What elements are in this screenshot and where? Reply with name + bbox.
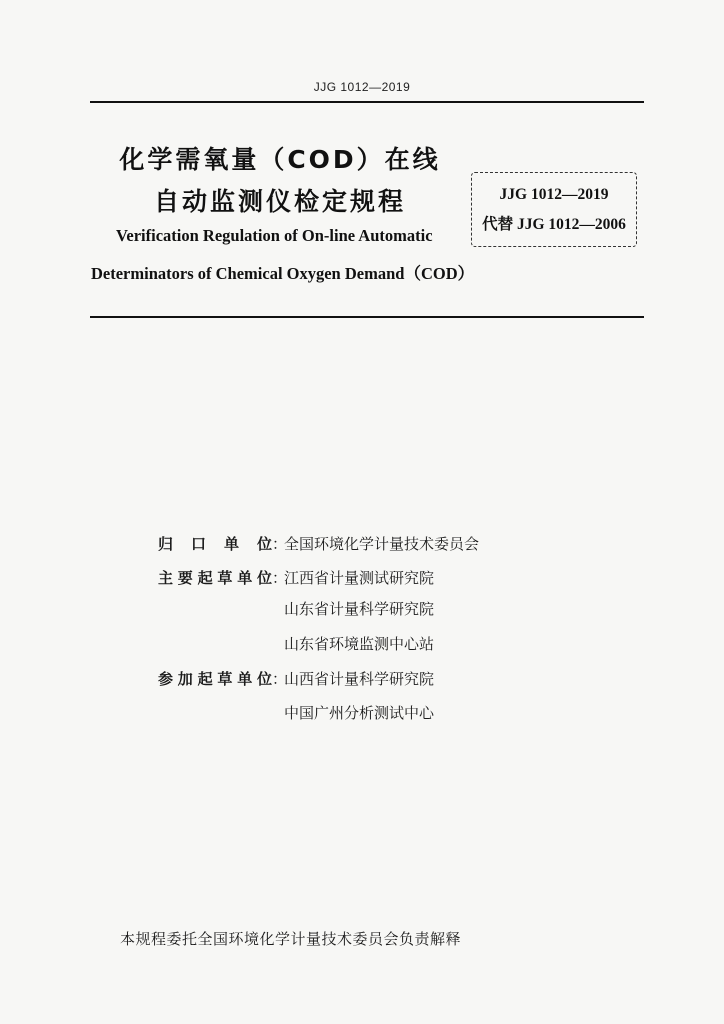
code-box-code: JJG 1012—2019 [499,186,609,203]
title-cn-line2: 自动监测仪检定规程 [153,187,406,216]
main-drafter-item: 山东省环境监测中心站 [284,635,435,653]
main-drafter-row [284,598,434,619]
footer-interpretation-note: 本规程委托全国环境化学计量技术委员会负责解释 [120,930,462,948]
main-drafter-row [158,567,434,588]
main-drafter-item: 江西省计量测试研究院 [284,569,435,587]
responsible-unit-label: 归 口 单 位 [158,535,272,553]
participating-drafter-item: 中国广州分析测试中心 [284,704,435,722]
top-divider [90,101,644,103]
code-box-replaces: 代替 JJG 1012—2006 [482,216,626,233]
bottom-divider [90,316,644,318]
title-cn-line1: 化学需氧量（COD）在线 [119,145,441,174]
participating-drafter-row [284,702,434,723]
standard-code-box [471,172,637,247]
title-en-line2: Determinators of Chemical Oxygen Demand（COD） [91,264,475,283]
colon: ： [272,670,288,688]
participating-drafter-row [158,668,434,689]
colon: ： [272,535,288,553]
responsible-unit-row [158,533,479,554]
title-en-line1: Verification Regulation of On-line Automatic [116,226,433,245]
participating-drafters-label: 参加起草单位 [158,670,272,688]
main-drafters-label: 主要起草单位 [158,569,272,587]
main-drafter-item: 山东省计量科学研究院 [284,600,435,618]
responsible-unit-value: 全国环境化学计量技术委员会 [284,535,480,553]
header-standard-code: JJG 1012—2019 [313,80,411,94]
colon: ： [272,569,288,587]
main-drafter-row [284,633,434,654]
participating-drafter-item: 山西省计量科学研究院 [284,670,435,688]
